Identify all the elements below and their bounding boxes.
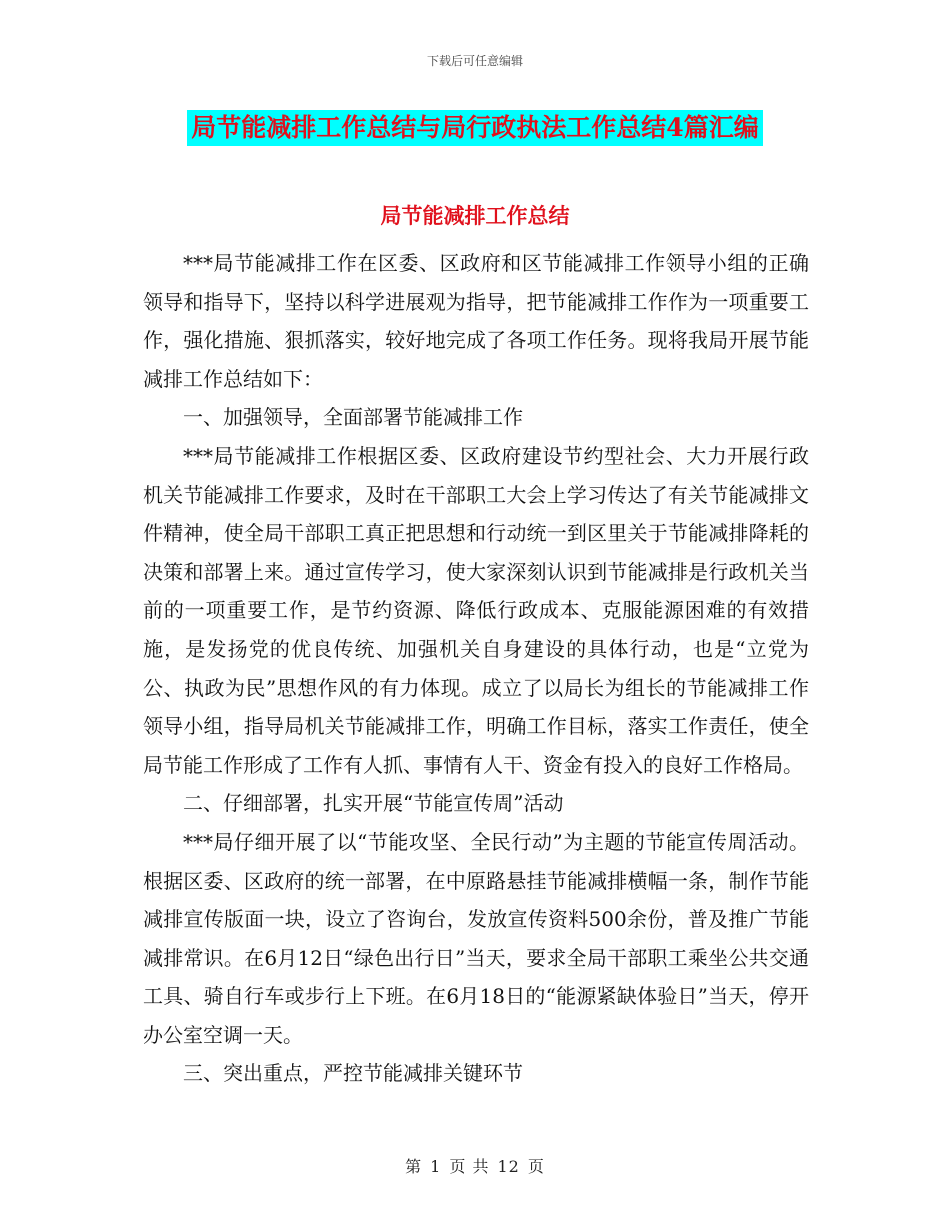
heading-three: 三、突出重点，严控节能减排关键环节: [183, 1061, 523, 1086]
paragraph-leadership: ***局节能减排工作根据区委、区政府建设节约型社会、大力开展行政机关节能减排工作要求，及时在干部职工大会上学习传达了有关节能减排文件精神，使全局干部职工真正把思想和行动统一到区里关于节能减排降耗的决策和部署上来。通过宣传学习，使大家深刻认识到节能减排是行政机关当前的一项重要工作，是节约资源、降低行政成本、克服能源困难的有效措施，是发扬党的优良传统、加强机关自身建设的具体行动，也是“立党为公、执政为民”思想作风的有力体现。成立了以局长为组长的节能减排工作领导小组，指导局机关节能减排工作，明确工作目标，落实工作责任，使全局节能工作形成了工作有人抓、事情有人干、资金有投入的良好工作格局。: [143, 443, 809, 777]
footer-prefix: 第: [405, 1157, 423, 1176]
header-note: 下载后可任意编辑: [426, 54, 523, 68]
document-title: 局节能减排工作总结与局行政执法工作总结4篇汇编: [187, 110, 762, 146]
section-title: 局节能减排工作总结: [380, 203, 570, 228]
footer-total-pages: 12: [497, 1157, 520, 1176]
document-title-container: [0, 110, 950, 146]
footer-page-number: 1: [430, 1157, 442, 1176]
footer-middle: 页 共: [449, 1157, 490, 1176]
footer-suffix: 页: [527, 1157, 545, 1176]
page-footer: [0, 1154, 950, 1177]
paragraph-publicity-week: ***局仔细开展了以“节能攻坚、全民行动”为主题的节能宣传周活动。根据区委、区政府的统一部署，在中原路悬挂节能减排横幅一条，制作节能减排宣传版面一块，设立了咨询台，发放宣传资料500余份，普及推广节能减排常识。在6月12日“绿色出行日”当天，要求全局干部职工乘坐公共交通工具、骑自行车或步行上下班。在6月18日的“能源紧缺体验日”当天，停开办公室空调一天。: [143, 829, 809, 1047]
heading-two: 二、仔细部署，扎实开展“节能宣传周”活动: [183, 791, 564, 816]
heading-one: 一、加强领导，全面部署节能减排工作: [183, 405, 523, 430]
document-body: [143, 244, 809, 1093]
paragraph-intro: ***局节能减排工作在区委、区政府和区节能减排工作领导小组的正确领导和指导下，坚持以科学进展观为指导，把节能减排工作作为一项重要工作，强化措施、狠抓落实，较好地完成了各项工作任务。现将我局开展节能减排工作总结如下：: [143, 251, 809, 391]
